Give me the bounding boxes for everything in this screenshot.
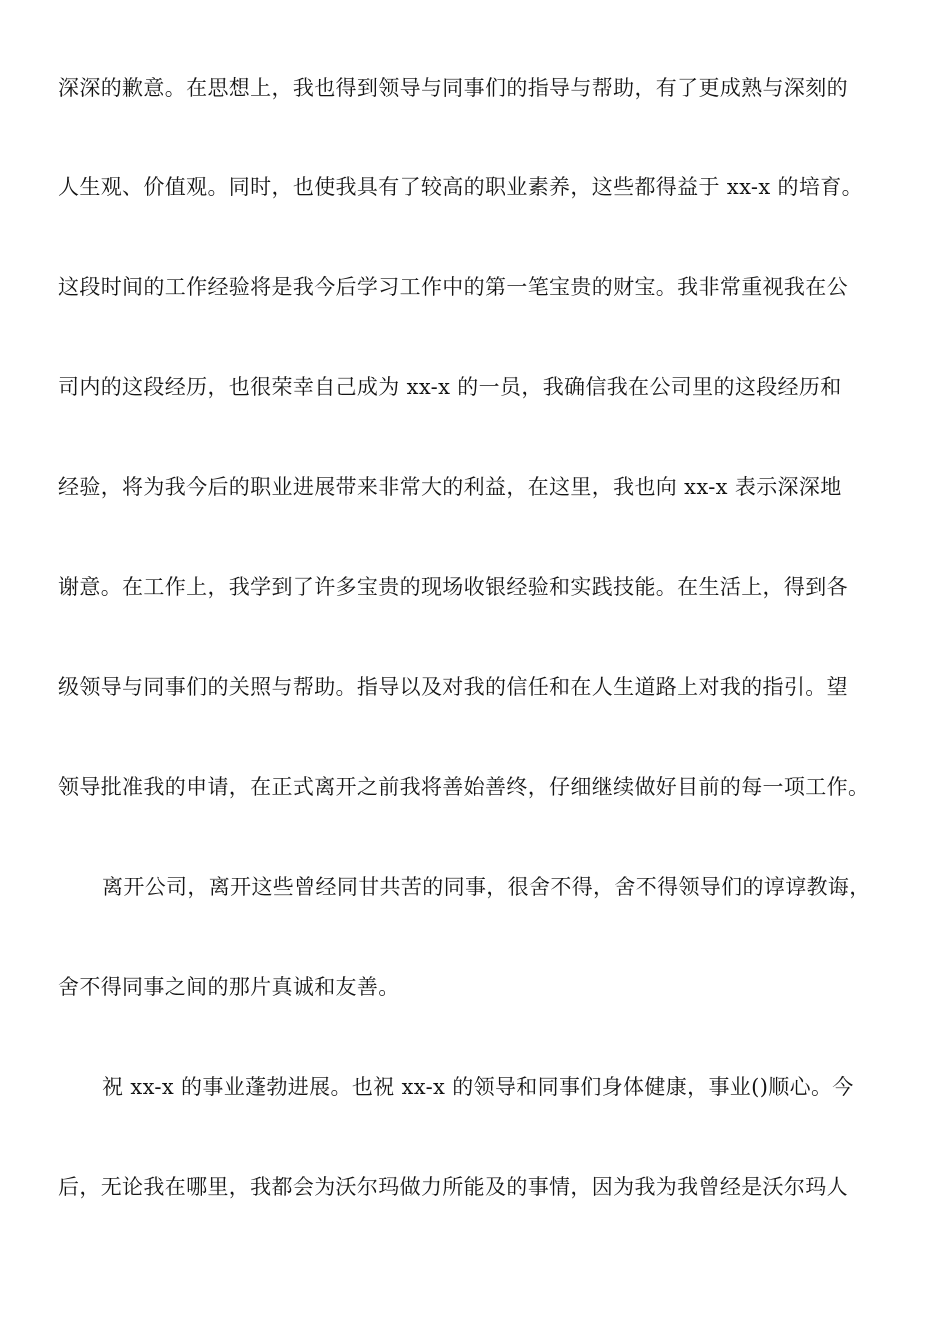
text-line: 领导批准我的申请，在正式离开之前我将善始善终，仔细继续做好目前的每一项工作。 xyxy=(58,775,870,799)
text-line: 这段时间的工作经验将是我今后学习工作中的第一笔宝贵的财宝。我非常重视我在公 xyxy=(58,275,848,299)
text-line: 级领导与同事们的关照与帮助。指导以及对我的信任和在人生道路上对我的指引。望 xyxy=(58,675,848,699)
text-line: 舍不得同事之间的那片真诚和友善。 xyxy=(58,975,400,999)
text-line: 深深的歉意。在思想上，我也得到领导与同事们的指导与帮助，有了更成熟与深刻的 xyxy=(58,76,848,100)
text-line: 司内的这段经历，也很荣幸自己成为 xx-x 的一员，我确信我在公司里的这段经历和 xyxy=(58,375,842,399)
text-line: 经验，将为我今后的职业进展带来非常大的利益，在这里，我也向 xx-x 表示深深地 xyxy=(58,475,842,499)
paragraph-first-line: 祝 xx-x 的事业蓬勃进展。也祝 xx-x 的领导和同事们身体健康，事业()顺心。今 xyxy=(102,1075,854,1099)
text-line: 谢意。在工作上，我学到了许多宝贵的现场收银经验和实践技能。在生活上，得到各 xyxy=(58,575,848,599)
paragraph-first-line: 离开公司，离开这些曾经同甘共苦的同事，很舍不得，舍不得领导们的谆谆教诲， xyxy=(102,875,871,899)
text-line: 后，无论我在哪里，我都会为沃尔玛做力所能及的事情，因为我为我曾经是沃尔玛人 xyxy=(58,1175,848,1199)
text-line: 人生观、价值观。同时，也使我具有了较高的职业素养，这些都得益于 xx-x 的培育。 xyxy=(58,175,863,199)
